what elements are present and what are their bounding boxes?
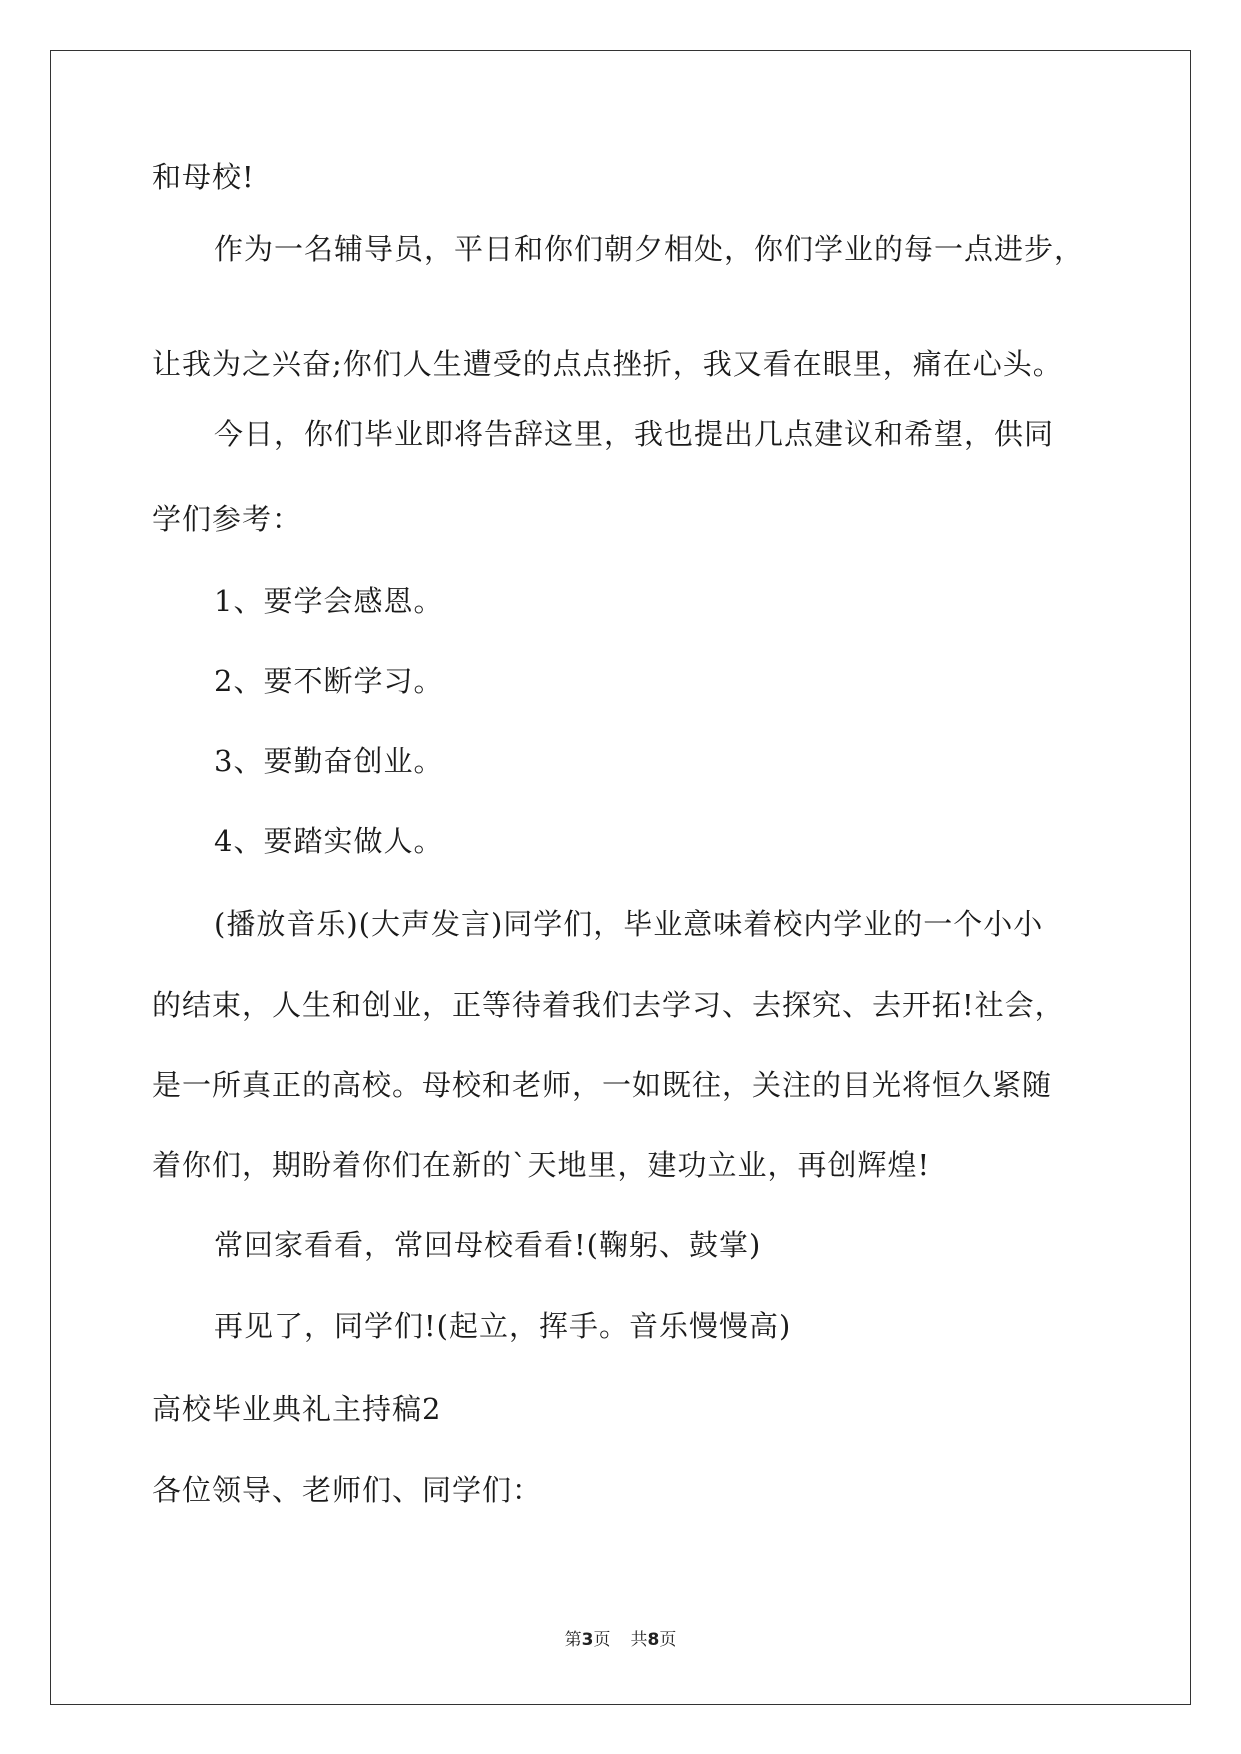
text-line: 作为一名辅导员，平日和你们朝夕相处，你们学业的每一点进步， <box>214 232 1085 266</box>
total-suffix: 页 <box>659 1630 677 1650</box>
list-item: 4、要踏实做人。 <box>214 824 444 858</box>
page-border <box>50 50 1191 1705</box>
text-line: 着你们，期盼着你们在新的`天地里，建功立业，再创辉煌! <box>152 1148 931 1182</box>
text-line: 和母校! <box>152 160 255 194</box>
list-item: 3、要勤奋创业。 <box>214 744 444 778</box>
text-line: 今日，你们毕业即将告辞这里，我也提出几点建议和希望，供同 <box>214 417 1055 451</box>
salutation-line: 各位领导、老师们、同学们： <box>152 1473 543 1507</box>
text-line: 的结束，人生和创业，正等待着我们去学习、去探究、去开拓!社会， <box>152 988 1065 1022</box>
page-suffix: 页 <box>593 1630 611 1650</box>
total-prefix: 共 <box>630 1630 648 1650</box>
text-line: (播放音乐)(大声发言)同学们，毕业意味着校内学业的一个小小 <box>214 907 1044 941</box>
page-total: 8 <box>647 1630 660 1650</box>
text-line: 让我为之兴奋;你们人生遭受的点点挫折，我又看在眼里，痛在心头。 <box>152 347 1063 381</box>
list-item: 1、要学会感恩。 <box>214 584 444 618</box>
text-line: 常回家看看，常回母校看看!(鞠躬、鼓掌) <box>214 1228 762 1262</box>
section-heading: 高校毕业典礼主持稿2 <box>152 1392 442 1426</box>
list-item: 2、要不断学习。 <box>214 664 444 698</box>
text-line: 再见了，同学们!(起立，挥手。音乐慢慢高) <box>214 1309 792 1343</box>
text-line: 学们参考： <box>152 502 303 536</box>
text-line: 是一所真正的高校。母校和老师，一如既往，关注的目光将恒久紧随 <box>152 1068 1053 1102</box>
page-current: 3 <box>581 1630 594 1650</box>
page-footer <box>0 1628 1241 1652</box>
page-prefix: 第 <box>564 1630 582 1650</box>
